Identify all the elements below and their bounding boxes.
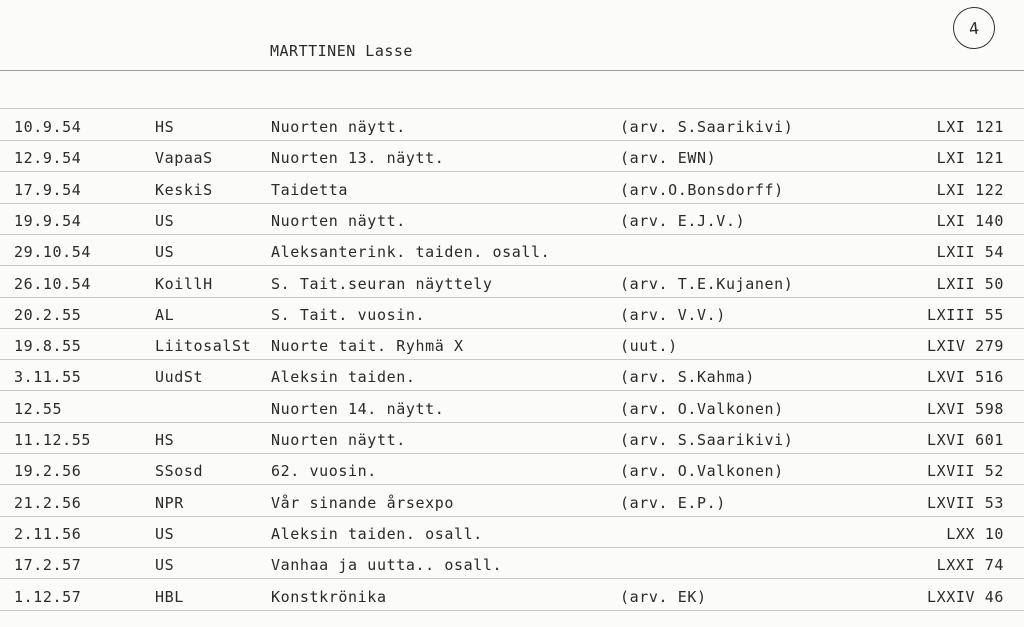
entry-reference: LXVII 53 <box>926 494 1004 512</box>
entry-title: Vår sinande årsexpo <box>271 494 454 512</box>
header-rule <box>0 70 1024 71</box>
entry-date: 21.2.56 <box>14 494 82 512</box>
entry-date: 19.2.56 <box>14 462 82 480</box>
entry-review: (arv. V.V.) <box>620 306 726 324</box>
entry-row <box>0 243 1024 273</box>
entry-row <box>0 494 1024 524</box>
entry-source: NPR <box>155 494 184 512</box>
entry-review: (arv. S.Kahma) <box>620 368 755 386</box>
entry-reference: LXI 121 <box>936 149 1004 167</box>
entry-row <box>0 400 1024 430</box>
entry-reference: LXXI 74 <box>936 556 1004 574</box>
entry-reference: LXI 121 <box>936 118 1004 136</box>
entry-date: 11.12.55 <box>14 431 92 449</box>
entry-row <box>0 588 1024 618</box>
entry-date: 2.11.56 <box>14 525 82 543</box>
entry-source: UudSt <box>155 368 204 386</box>
entry-title: Taidetta <box>271 181 349 199</box>
ruled-line <box>0 108 1024 109</box>
entry-source: US <box>155 525 175 543</box>
entry-source: SSosd <box>155 462 204 480</box>
entry-review: (arv. O.Valkonen) <box>620 400 784 418</box>
entry-date: 1.12.57 <box>14 588 82 606</box>
entry-source: US <box>155 556 175 574</box>
entry-title: Aleksanterink. taiden. osall. <box>271 243 551 261</box>
entry-row <box>0 337 1024 367</box>
entry-source: KoillH <box>155 275 213 293</box>
entry-row <box>0 431 1024 461</box>
entry-source: VapaaS <box>155 149 213 167</box>
entry-title: Vanhaa ja uutta.. osall. <box>271 556 503 574</box>
entry-source: AL <box>155 306 175 324</box>
entry-reference: LXVI 598 <box>926 400 1004 418</box>
entry-date: 19.8.55 <box>14 337 82 355</box>
entry-date: 17.9.54 <box>14 181 82 199</box>
entry-date: 12.9.54 <box>14 149 82 167</box>
entry-source: US <box>155 243 175 261</box>
entry-title: Aleksin taiden. <box>271 368 416 386</box>
entry-review: (arv. S.Saarikivi) <box>620 118 794 136</box>
entry-title: Nuorte tait. Ryhmä X <box>271 337 464 355</box>
entry-review: (arv. EK) <box>620 588 707 606</box>
entry-reference: LXVII 52 <box>926 462 1004 480</box>
entry-reference: LXVI 516 <box>926 368 1004 386</box>
entry-review: (arv. S.Saarikivi) <box>620 431 794 449</box>
entry-title: Konstkrönika <box>271 588 387 606</box>
entry-review: (arv. O.Valkonen) <box>620 462 784 480</box>
entry-review: (arv. T.E.Kujanen) <box>620 275 794 293</box>
entry-row <box>0 368 1024 398</box>
entry-date: 12.55 <box>14 400 63 418</box>
entry-date: 17.2.57 <box>14 556 82 574</box>
entry-review: (arv.O.Bonsdorff) <box>620 181 784 199</box>
entry-date: 29.10.54 <box>14 243 92 261</box>
entry-row <box>0 525 1024 555</box>
page-number-circle: 4 <box>951 5 997 51</box>
entry-title: Nuorten näytt. <box>271 431 406 449</box>
entry-title: 62. vuosin. <box>271 462 377 480</box>
entry-title: Nuorten 14. näytt. <box>271 400 445 418</box>
entry-reference: LXI 122 <box>936 181 1004 199</box>
entry-row <box>0 275 1024 305</box>
entry-reference: LXXIV 46 <box>926 588 1004 606</box>
entry-reference: LXII 50 <box>936 275 1004 293</box>
entry-row <box>0 556 1024 586</box>
entry-date: 3.11.55 <box>14 368 82 386</box>
entry-review: (uut.) <box>620 337 678 355</box>
entry-source: US <box>155 212 175 230</box>
entry-reference: LXII 54 <box>936 243 1004 261</box>
entry-title: S. Tait. vuosin. <box>271 306 426 324</box>
entry-title: Nuorten 13. näytt. <box>271 149 445 167</box>
entry-title: S. Tait.seuran näyttely <box>271 275 493 293</box>
entry-date: 19.9.54 <box>14 212 82 230</box>
entry-row <box>0 181 1024 211</box>
entry-row <box>0 306 1024 336</box>
entry-source: HBL <box>155 588 184 606</box>
entry-reference: LXIV 279 <box>926 337 1004 355</box>
entry-date: 20.2.55 <box>14 306 82 324</box>
entry-reference: LXX 10 <box>946 525 1004 543</box>
entry-source: HS <box>155 118 175 136</box>
entry-row <box>0 212 1024 242</box>
entry-reference: LXIII 55 <box>926 306 1004 324</box>
entry-review: (arv. E.J.V.) <box>620 212 746 230</box>
card-title: MARTTINEN Lasse <box>270 42 413 60</box>
entry-title: Nuorten näytt. <box>271 212 406 230</box>
entry-title: Aleksin taiden. osall. <box>271 525 483 543</box>
entry-title: Nuorten näytt. <box>271 118 406 136</box>
entry-reference: LXI 140 <box>936 212 1004 230</box>
entry-reference: LXVI 601 <box>926 431 1004 449</box>
entry-source: KeskiS <box>155 181 213 199</box>
entry-row <box>0 118 1024 148</box>
entry-source: HS <box>155 431 175 449</box>
entry-review: (arv. E.P.) <box>620 494 726 512</box>
entry-source: LiitosalSt <box>155 337 252 355</box>
entry-date: 26.10.54 <box>14 275 92 293</box>
entry-row <box>0 462 1024 492</box>
entry-review: (arv. EWN) <box>620 149 717 167</box>
entry-row <box>0 149 1024 179</box>
entry-date: 10.9.54 <box>14 118 82 136</box>
